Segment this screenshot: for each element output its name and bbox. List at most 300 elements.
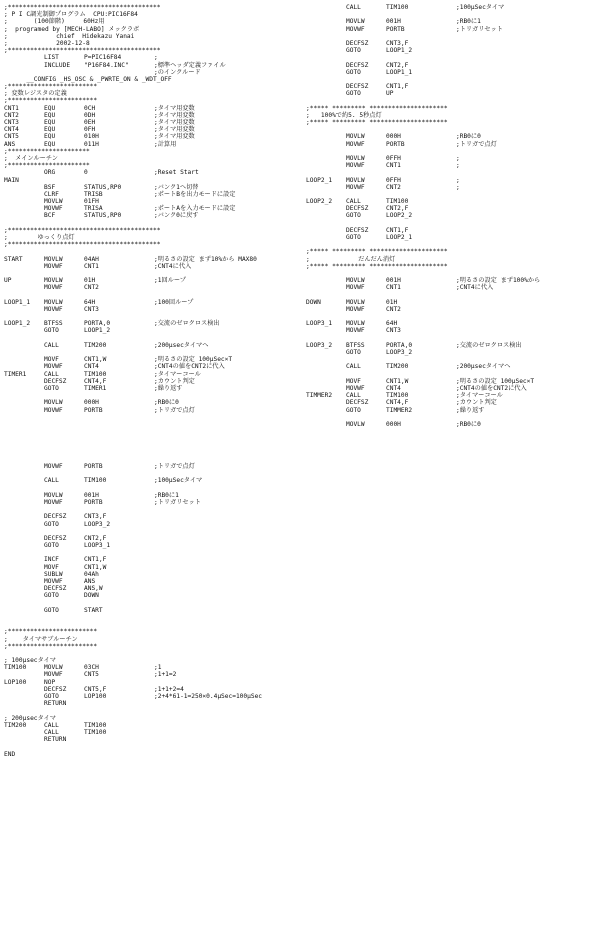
code-operand: TIM200: [386, 363, 409, 371]
code-label: LOOP3_2: [306, 341, 333, 349]
code-op: MOVWF: [346, 384, 365, 392]
code-operand: 01H: [386, 298, 398, 306]
code-operand: LOOP1_2: [386, 47, 413, 55]
code-line: [4, 600, 364, 607]
code-operand: CNT1,W: [84, 563, 107, 571]
code-label: LOOP2_2: [306, 198, 333, 206]
code-op: MOVWF: [44, 406, 63, 414]
code-op: MOVLW: [346, 154, 365, 162]
code-op: BTFSS: [44, 320, 63, 328]
header-author: ; programed by [MECH-LABO] メックラボ: [4, 25, 140, 33]
code-op: CALL: [44, 370, 59, 378]
code-operand: LOOP2_2: [386, 212, 413, 220]
banner-stars: ;*****************************************: [4, 4, 161, 11]
code-operand: 04Ah: [84, 570, 99, 578]
code-operand: PORTB: [84, 498, 103, 506]
code-op: GOTO: [44, 384, 59, 392]
code-operand: PORTB: [84, 406, 103, 414]
code-comment: ;計算用: [154, 140, 177, 148]
section-title-timer: ; タイマサブルーチン: [4, 635, 78, 643]
code-comment: ;標準ヘッダ定義ファイル: [154, 61, 226, 69]
code-line: [4, 399, 300, 406]
code-line: [4, 356, 300, 363]
code-op: CALL: [346, 198, 361, 206]
code-comment: ;RB0に0: [154, 399, 179, 407]
code-line: [306, 177, 600, 184]
code-operand: TIM100: [386, 4, 409, 11]
code-op: EQU: [44, 126, 56, 134]
code-line: [4, 327, 300, 334]
code-op: MOVWF: [346, 327, 365, 335]
code-line: [4, 198, 300, 205]
code-op: ORG: [44, 169, 56, 177]
code-operand: 010H: [84, 133, 99, 141]
code-operand: TIM100: [386, 392, 409, 400]
code-operand: TIMMER2: [386, 406, 413, 414]
code-op: MOVWF: [44, 671, 63, 679]
code-line: [306, 342, 600, 349]
code-op: MOVLW: [44, 399, 63, 407]
code-op: DECFSZ: [346, 399, 369, 407]
code-comment: ;RB0に0: [456, 133, 481, 141]
code-op: DECFSZ: [346, 205, 369, 213]
code-comment: ;100μSecタイマ: [154, 477, 203, 485]
code-operand: CNT2: [84, 284, 99, 292]
banner-stars: ;***** ********* *********************: [306, 119, 448, 126]
code-comment: ;: [456, 154, 460, 162]
code-comment: ;タイマ用変数: [154, 126, 195, 134]
code-line: [4, 69, 300, 76]
code-comment: ;CNT4に代入: [154, 262, 192, 270]
code-operand: LOOP3_2: [84, 520, 111, 528]
right-column: [306, 4, 600, 428]
code-operand: 0FFH: [386, 176, 401, 184]
code-line: [306, 335, 600, 342]
code-line: [4, 62, 300, 69]
banner-stars: ;*****************************************: [4, 47, 161, 55]
code-line: [306, 69, 600, 76]
banner-stars: ;************************: [4, 642, 98, 650]
code-comment: ;: [456, 183, 460, 191]
code-op: CALL: [346, 392, 361, 400]
code-op: GOTO: [44, 606, 59, 614]
code-line: [306, 371, 600, 378]
code-line: [4, 722, 364, 729]
code-operand: TIM100: [84, 728, 107, 736]
code-line: [306, 169, 600, 176]
code-op: DECFSZ: [346, 226, 369, 234]
code-op: INCF: [44, 556, 59, 564]
code-operand: LOP100: [84, 693, 107, 700]
code-op: MOVLW: [346, 420, 365, 428]
code-line: [4, 736, 364, 743]
code-line: [4, 506, 364, 513]
end-directive: END: [4, 750, 16, 758]
code-operand: CNT2,F: [84, 534, 107, 542]
code-line: [306, 320, 600, 327]
left-column: [4, 4, 300, 414]
code-op: MOVWF: [44, 498, 63, 506]
code-operand: TIM100: [84, 477, 107, 485]
code-label: CNT2: [4, 111, 19, 119]
code-op: MOVWF: [44, 205, 63, 213]
banner-stars: ;************************: [4, 97, 98, 105]
code-op: GOTO: [346, 212, 361, 220]
code-op: GOTO: [346, 349, 361, 356]
code-op: MOVLW: [44, 298, 63, 306]
code-comment: ;タイマーコール: [456, 392, 503, 400]
code-op: INCLUDE: [44, 61, 71, 69]
code-comment: ;カウント判定: [154, 377, 195, 385]
code-line: [306, 292, 600, 299]
section-title-registers: ; 変数レジスタの定義: [4, 90, 67, 98]
code-line: [4, 363, 300, 370]
code-line: [4, 477, 364, 484]
code-line: [4, 105, 300, 112]
section-title-main: ; メインルーチン: [4, 154, 58, 162]
code-operand: LOOP1_2: [84, 327, 111, 335]
code-comment: ;CNT4に代入: [456, 284, 494, 292]
slow-block: [4, 256, 300, 414]
section-title-slow: ; ゆっくり点灯: [4, 234, 75, 241]
code-line: [306, 40, 600, 47]
code-line: [4, 177, 300, 184]
code-operand: PORTB: [386, 140, 405, 148]
code-label: ANS: [4, 140, 16, 148]
code-line: [306, 62, 600, 69]
code-comment: ;: [154, 54, 158, 62]
code-operand: CNT1,F: [386, 226, 409, 234]
code-op: NOP: [44, 678, 56, 686]
code-operand: CNT1,F: [84, 556, 107, 564]
code-line: [4, 292, 300, 299]
code-comment: ;明るさの設定 100μSec×T: [456, 377, 535, 385]
code-op: MOVWF: [44, 463, 63, 470]
code-comment: ;100回ループ: [154, 298, 194, 306]
code-op: CALL: [346, 4, 361, 11]
code-comment: ;: [456, 162, 460, 170]
code-label: START: [4, 255, 23, 263]
code-operand: CNT1,F: [386, 83, 409, 91]
code-operand: 03CH: [84, 664, 99, 672]
code-operand: PORTB: [386, 25, 405, 33]
code-operand: CNT1,W: [386, 377, 409, 385]
code-line: [4, 212, 300, 219]
code-operand: CNT2: [386, 183, 401, 191]
code-operand: CNT5,F: [84, 685, 107, 693]
code-operand: 0CH: [84, 104, 96, 112]
code-line: [4, 407, 300, 414]
banner-stars: ;************************: [4, 628, 98, 636]
code-line: [4, 513, 364, 520]
code-op: GOTO: [44, 327, 59, 335]
code-line: [4, 335, 300, 342]
code-label: LOOP1_1: [4, 298, 31, 306]
code-line: [4, 592, 364, 599]
banner-stars: ;***** ********* *********************: [306, 104, 448, 112]
code-line: [306, 148, 600, 155]
code-operand: PORTA,0: [84, 320, 111, 328]
code-line: [4, 112, 300, 119]
code-operand: 000H: [84, 399, 99, 407]
code-line: [4, 133, 300, 140]
code-comment: ;繰り返す: [154, 384, 183, 392]
code-comment: ;タイマーコール: [154, 370, 201, 378]
code-op: GOTO: [346, 68, 361, 76]
header-chief: ; chief Hidekazu Yanai: [4, 32, 135, 40]
code-comment: ;1: [154, 664, 162, 672]
code-operand: 01FH: [84, 198, 99, 206]
code-op: MOVLW: [346, 18, 365, 26]
code-line: [4, 263, 300, 270]
code-op: EQU: [44, 119, 56, 126]
code-label: TIMMER2: [306, 392, 333, 400]
code-op: DECFSZ: [346, 61, 369, 69]
code-operand: 64H: [84, 298, 96, 306]
register-block: [4, 105, 300, 148]
code-line: [4, 556, 364, 563]
code-op: DECFSZ: [44, 585, 67, 593]
code-op: MOVLW: [44, 491, 63, 499]
code-line: [4, 126, 300, 133]
code-operand: PORTB: [84, 463, 103, 470]
timer100-block: [4, 664, 364, 707]
code-line: [4, 686, 364, 693]
code-line: [4, 578, 364, 585]
timer200-comment: ; 200μsecタイマ: [4, 714, 56, 722]
code-op: BSF: [44, 183, 56, 191]
code-operand: 01H: [84, 277, 96, 285]
code-line: [4, 463, 364, 470]
code-label: LOOP2_1: [306, 176, 333, 184]
code-operand: STATUS,RP0: [84, 212, 122, 220]
code-label: CNT3: [4, 119, 19, 126]
code-comment: ;明るさの設定 まず10%から MAX80: [154, 255, 257, 263]
code-op: CALL: [346, 363, 361, 371]
code-line: [306, 4, 600, 11]
code-line: [306, 414, 600, 421]
code-operand: CNT2: [386, 305, 401, 313]
code-line: [306, 313, 600, 320]
code-operand: TRISA: [84, 205, 103, 213]
banner-stars: ;*****************************************: [4, 226, 161, 234]
code-line: [4, 392, 300, 399]
code-op: SUBLW: [44, 570, 63, 578]
code-operand: CNT1,W: [84, 356, 107, 364]
code-line: [306, 155, 600, 162]
code-operand: CNT5: [84, 671, 99, 679]
code-operand: "P16F84.INC": [84, 61, 129, 69]
code-op: MOVLW: [346, 277, 365, 285]
code-line: [306, 306, 600, 313]
banner-stars: ;**********************: [4, 147, 90, 155]
code-operand: 001H: [386, 277, 401, 285]
code-line: [306, 363, 600, 370]
code-line: [306, 356, 600, 363]
code-line: [306, 33, 600, 40]
code-line: [4, 313, 300, 320]
code-comment: ;ポートAを入力モードに設定: [154, 205, 236, 213]
code-comment: ;明るさの設定 100μSec×T: [154, 356, 233, 364]
code-line: [306, 54, 600, 61]
code-op: GOTO: [44, 592, 59, 600]
code-comment: ;1+1+2=4: [154, 685, 184, 693]
code-operand: CNT4: [84, 363, 99, 371]
code-op: GOTO: [346, 90, 361, 98]
code-comment: ;2+4*61-1=250×0.4μSec=100μSec: [154, 693, 263, 700]
code-line: [306, 349, 600, 356]
code-comment: ;交流のゼロクロス検出: [456, 341, 522, 349]
code-op: DECFSZ: [44, 685, 67, 693]
code-op: MOVLW: [44, 664, 63, 672]
code-line: [4, 378, 300, 385]
code-op: CALL: [44, 477, 59, 485]
code-operand: TRISB: [84, 190, 103, 198]
code-comment: ;トリガで点灯: [154, 406, 195, 414]
code-line: [4, 184, 300, 191]
code-line: [306, 83, 600, 90]
code-operand: 0DH: [84, 111, 96, 119]
code-operand: CNT1: [84, 262, 99, 270]
code-comment: ;: [456, 176, 460, 184]
code-operand: 04AH: [84, 255, 99, 263]
code-label: LOOP1_2: [4, 320, 31, 328]
code-comment: ;RB0に0: [456, 420, 481, 428]
code-line: [4, 256, 300, 263]
code-line: [306, 284, 600, 291]
code-line: [306, 162, 600, 169]
code-comment: ;ポートBを出力モードに設定: [154, 190, 236, 198]
code-line: [4, 671, 364, 678]
code-label: TIMER1: [4, 370, 27, 378]
code-operand: LOOP3_2: [386, 349, 413, 356]
code-label: LOOP3_1: [306, 320, 333, 328]
code-line: [306, 399, 600, 406]
code-label: LOP100: [4, 678, 27, 686]
code-operand: LOOP3_1: [84, 542, 111, 550]
setup-block: [4, 54, 300, 76]
header-subtitle: ; (100節階) 60Hz用: [4, 18, 105, 26]
code-comment: ;Reset Start: [154, 169, 199, 177]
code-line: [306, 26, 600, 33]
code-op: MOVLW: [346, 176, 365, 184]
code-line: [4, 729, 364, 736]
code-line: [306, 299, 600, 306]
timer200-block: [4, 722, 364, 744]
code-line: [306, 421, 600, 428]
code-comment: ;トリガで点灯: [456, 140, 497, 148]
code-line: [4, 607, 364, 614]
code-line: [4, 270, 300, 277]
code-op: DECFSZ: [44, 513, 67, 521]
code-op: MOVLW: [44, 255, 63, 263]
code-line: [4, 664, 364, 671]
code-line: [306, 277, 600, 284]
code-operand: 0FFH: [386, 154, 401, 162]
code-comment: ;RB0に1: [154, 491, 179, 499]
code-line: [4, 492, 364, 499]
code-operand: STATUS,RP0: [84, 183, 122, 191]
code-operand: UP: [386, 90, 394, 98]
code-operand: DOWN: [84, 592, 99, 600]
code-label: CNT5: [4, 133, 19, 141]
code-label: MAIN: [4, 176, 19, 184]
code-comment: ;カウント判定: [456, 399, 497, 407]
code-comment: ;バンク1へ切替: [154, 183, 199, 191]
code-label: CNT1: [4, 104, 19, 112]
code-operand: CNT3,F: [84, 513, 107, 521]
code-line: [4, 277, 300, 284]
code-line: [306, 18, 600, 25]
code-comment: ;繰り返す: [456, 406, 485, 414]
code-operand: 001H: [386, 18, 401, 26]
code-op: GOTO: [44, 542, 59, 550]
banner-stars: ;************************: [4, 83, 98, 91]
full-block: [306, 133, 600, 241]
code-op: MOVWF: [346, 284, 365, 292]
code-comment: ;1回ループ: [154, 277, 186, 285]
code-op: CALL: [44, 721, 59, 729]
code-comment: ;トリガリセット: [456, 25, 503, 33]
code-line: [4, 342, 300, 349]
code-operand: CNT3,F: [386, 39, 409, 47]
code-line: [4, 371, 300, 378]
code-op: MOVWF: [44, 262, 63, 270]
code-operand: CNT1: [386, 284, 401, 292]
code-operand: CNT1: [386, 162, 401, 170]
code-operand: 000H: [386, 133, 401, 141]
code-op: LIST: [44, 54, 59, 62]
code-op: CALL: [44, 728, 59, 736]
code-comment: ;CNT4の値をCNT2に代入: [456, 384, 527, 392]
right-top-block: [306, 4, 600, 97]
code-line: [4, 306, 300, 313]
code-line: [4, 528, 364, 535]
code-operand: CNT2,F: [386, 205, 409, 213]
config-line: __CONFIG _HS_OSC & _PWRTE_ON & _WDT_OFF: [4, 75, 172, 83]
code-comment: ;のインクルード: [154, 68, 201, 76]
code-op: CLRF: [44, 190, 59, 198]
code-line: [306, 11, 600, 18]
code-line: [4, 299, 300, 306]
code-op: EQU: [44, 140, 56, 148]
code-operand: CNT4: [386, 384, 401, 392]
code-line: [306, 327, 600, 334]
code-op: EQU: [44, 111, 56, 119]
code-line: [4, 535, 364, 542]
code-op: CALL: [44, 341, 59, 349]
code-line: [4, 320, 300, 327]
code-op: DECFSZ: [346, 39, 369, 47]
code-op: MOVLW: [44, 198, 63, 206]
code-operand: LOOP2_1: [386, 234, 413, 241]
code-operand: 000H: [386, 420, 401, 428]
code-line: [306, 385, 600, 392]
code-line: [4, 349, 300, 356]
code-op: MOVWF: [346, 305, 365, 313]
code-op: EQU: [44, 104, 56, 112]
code-line: [4, 191, 300, 198]
code-op: MOVWF: [44, 305, 63, 313]
code-op: DECFSZ: [44, 377, 67, 385]
code-line: [4, 499, 364, 506]
code-line: [306, 234, 600, 241]
code-line: [4, 205, 300, 212]
code-line: [4, 169, 300, 176]
code-line: [306, 133, 600, 140]
code-comment: ;タイマ用変数: [154, 119, 195, 126]
code-line: [4, 585, 364, 592]
